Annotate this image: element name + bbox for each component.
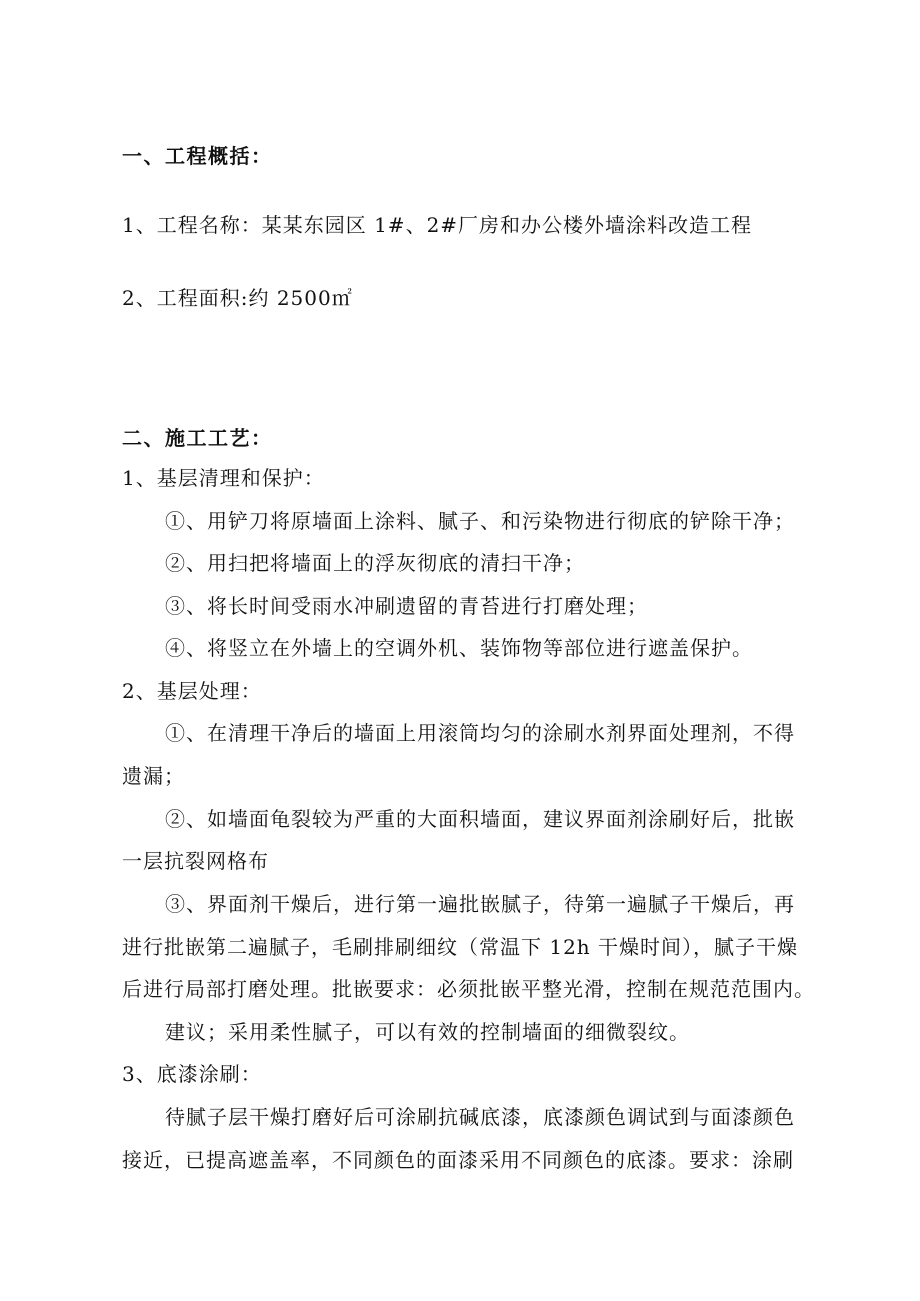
- step-3-line-2: 接近，已提高遮盖率，不同颜色的面漆采用不同颜色的底漆。要求：涂刷: [122, 1148, 794, 1172]
- step-3-title: 3、底漆涂刷：: [122, 1062, 262, 1086]
- step-2-point-2-line-2: 一层抗裂网格布: [122, 849, 269, 873]
- step-1-point-3: ③、将长时间受雨水冲刷遗留的青苔进行打磨处理；: [165, 594, 648, 618]
- step-1-title: 1、基层清理和保护：: [122, 466, 325, 490]
- step-1-point-1: ①、用铲刀将原墙面上涂料、腻子、和污染物进行彻底的铲除干净；: [165, 509, 795, 533]
- project-name-line: 1、工程名称：某某东园区 1#、2#厂房和办公楼外墙涂料改造工程: [122, 213, 753, 237]
- step-2-point-3-line-2: 进行批嵌第二遍腻子，毛刷排刷细纹（常温下 12h 干燥时间），腻子干燥: [122, 935, 799, 959]
- project-area-line: [122, 284, 353, 312]
- step-1-point-4: ④、将竖立在外墙上的空调外机、装饰物等部位进行遮盖保护。: [165, 636, 753, 660]
- project-area-text: 2、工程面积:约 2500㎡: [122, 286, 353, 310]
- section-1-heading: 一、工程概括：: [122, 144, 273, 168]
- step-1-point-2: ②、用扫把将墙面上的浮灰彻底的清扫干净；: [165, 551, 585, 575]
- step-2-suggestion: 建议；采用柔性腻子，可以有效的控制墙面的细微裂纹。: [165, 1020, 690, 1044]
- section-2-heading: 二、施工工艺：: [122, 426, 273, 450]
- step-2-point-3-line-1: ③、界面剂干燥后，进行第一遍批嵌腻子，待第一遍腻子干燥后，再: [165, 892, 795, 916]
- step-2-title: 2、基层处理：: [122, 679, 262, 703]
- step-2-point-1-line-2: 遗漏；: [122, 764, 185, 788]
- step-2-point-1-line-1: ①、在清理干净后的墙面上用滚筒均匀的涂刷水剂界面处理剂，不得: [165, 721, 795, 745]
- step-3-line-1: 待腻子层干燥打磨好后可涂刷抗碱底漆，底漆颜色调试到与面漆颜色: [165, 1105, 795, 1129]
- step-2-point-3-line-3: 后进行局部打磨处理。批嵌要求：必须批嵌平整光滑，控制在规范范围内。: [122, 977, 815, 1001]
- step-2-point-2-line-1: ②、如墙面龟裂较为严重的大面积墙面，建议界面剂涂刷好后，批嵌: [165, 807, 795, 831]
